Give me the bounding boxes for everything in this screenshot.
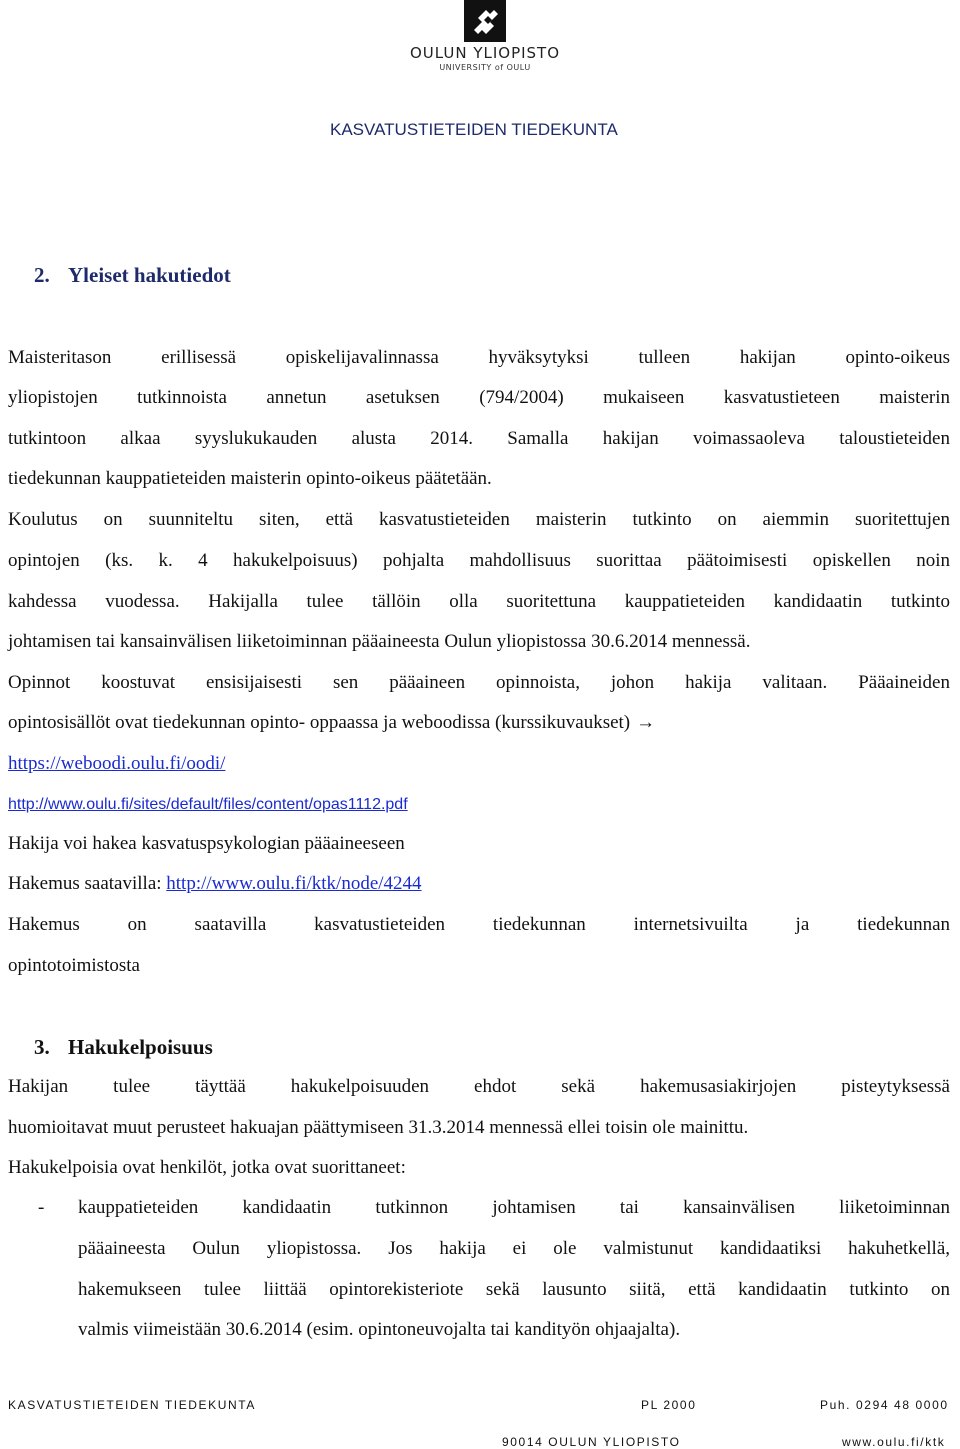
section-number: 2. xyxy=(34,263,50,287)
paragraph-line xyxy=(8,711,950,735)
link-row xyxy=(8,752,950,776)
paragraph-line: kahdessa vuodessa. Hakijalla tulee tällöin olla suoritettuna kauppatieteiden kandidaatin tutkinto xyxy=(8,591,950,612)
form-line xyxy=(8,872,950,896)
section-2-heading xyxy=(34,263,231,288)
footer-web: www.oulu.fi/ktk xyxy=(842,1435,946,1449)
section-title: Yleiset hakutiedot xyxy=(68,263,231,287)
logo-name: OULUN YLIOPISTO xyxy=(409,44,561,62)
university-emblem-icon xyxy=(464,0,506,42)
paragraph-line: opintotoimistosta xyxy=(8,955,140,976)
paragraph-line: Hakukelpoisia ovat henkilöt, jotka ovat suorittaneet: xyxy=(8,1157,406,1178)
paragraph-line: Hakemus on saatavilla kasvatustieteiden tiedekunnan internetsivuilta ja tiedekunnan xyxy=(8,914,950,935)
logo-subtitle: UNIVERSITY of OULU xyxy=(439,63,531,72)
arrow-right-icon: → xyxy=(636,712,656,733)
paragraph-line: opintojen (ks. k. 4 hakukelpoisuus) pohjalta mahdollisuus suorittaa päätoimisesti opiskellen noin xyxy=(8,550,950,571)
paragraph-line: huomioitavat muut perusteet hakuajan päättymiseen 31.3.2014 mennessä ellei toisin ole mainittu. xyxy=(8,1117,749,1138)
application-form-link[interactable]: http://www.oulu.fi/ktk/node/4244 xyxy=(166,873,422,894)
paragraph-text: opintosisällöt ovat tiedekunnan opinto- oppaassa ja weboodissa (kurssikuvaukset) xyxy=(8,712,631,733)
section-number: 3. xyxy=(34,1035,50,1059)
footer-po-box: PL 2000 xyxy=(641,1398,697,1412)
bullet-marker: - xyxy=(38,1197,45,1218)
weboodi-link[interactable]: https://weboodi.oulu.fi/oodi/ xyxy=(8,753,226,774)
paragraph-line: Hakijan tulee täyttää hakukelpoisuuden ehdot sekä hakemusasiakirjojen pisteytyksessä xyxy=(8,1076,950,1097)
section-title: Hakukelpoisuus xyxy=(68,1035,213,1059)
bullet-line: pääaineesta Oulun yliopistossa. Jos hakija ei ole valmistunut kandidaatiksi hakuhetkellä, xyxy=(78,1238,950,1259)
footer-phone: Puh. 0294 48 0000 xyxy=(820,1398,949,1412)
study-guide-link[interactable]: http://www.oulu.fi/sites/default/files/content/opas1112.pdf xyxy=(8,796,408,813)
paragraph-line: Hakija voi hakea kasvatuspsykologian pääaineeseen xyxy=(8,833,405,854)
faculty-header: KASVATUSTIETEIDEN TIEDEKUNTA xyxy=(330,120,618,139)
bullet-line: valmis viimeistään 30.6.2014 (esim. opintoneuvojalta tai kandityön ohjaajalta). xyxy=(78,1319,681,1340)
paragraph-line: Koulutus on suunniteltu siten, että kasvatustieteiden maisterin tutkinto on aiemmin suoritettujen xyxy=(8,509,950,530)
paragraph-line: Opinnot koostuvat ensisijaisesti sen pääaineen opinnoista, johon hakija valitaan. Pääaineiden xyxy=(8,672,950,693)
paragraph-line: tutkintoon alkaa syyslukukauden alusta 2014. Samalla hakijan voimassaoleva taloustieteiden xyxy=(8,428,950,449)
section-3-heading xyxy=(34,1035,213,1060)
paragraph-line: tiedekunnan kauppatieteiden maisterin opinto-oikeus päätetään. xyxy=(8,468,492,489)
form-prefix: Hakemus saatavilla: xyxy=(8,873,167,894)
paragraph-line: johtamisen tai kansainvälisen liiketoiminnan pääaineesta Oulun yliopistossa 30.6.2014 mennessä. xyxy=(8,631,751,652)
bullet-line: kauppatieteiden kandidaatin tutkinnon johtamisen tai kansainvälisen liiketoiminnan xyxy=(78,1197,950,1218)
bullet-line: hakemukseen tulee liittää opintorekisteriote sekä lausunto siitä, että kandidaatin tutkinto on xyxy=(78,1279,950,1300)
footer-address: 90014 OULUN YLIOPISTO xyxy=(502,1435,681,1449)
paragraph-line: Maisteritason erillisessä opiskelijavalinnassa hyväksytyksi tulleen hakijan opinto-oikeus xyxy=(8,347,950,368)
link-row xyxy=(8,792,950,817)
footer-faculty: KASVATUSTIETEIDEN TIEDEKUNTA xyxy=(8,1398,256,1412)
university-logo xyxy=(385,0,585,72)
paragraph-line: yliopistojen tutkinnoista annetun asetuksen (794/2004) mukaiseen kasvatustieteen maisterin xyxy=(8,387,950,408)
